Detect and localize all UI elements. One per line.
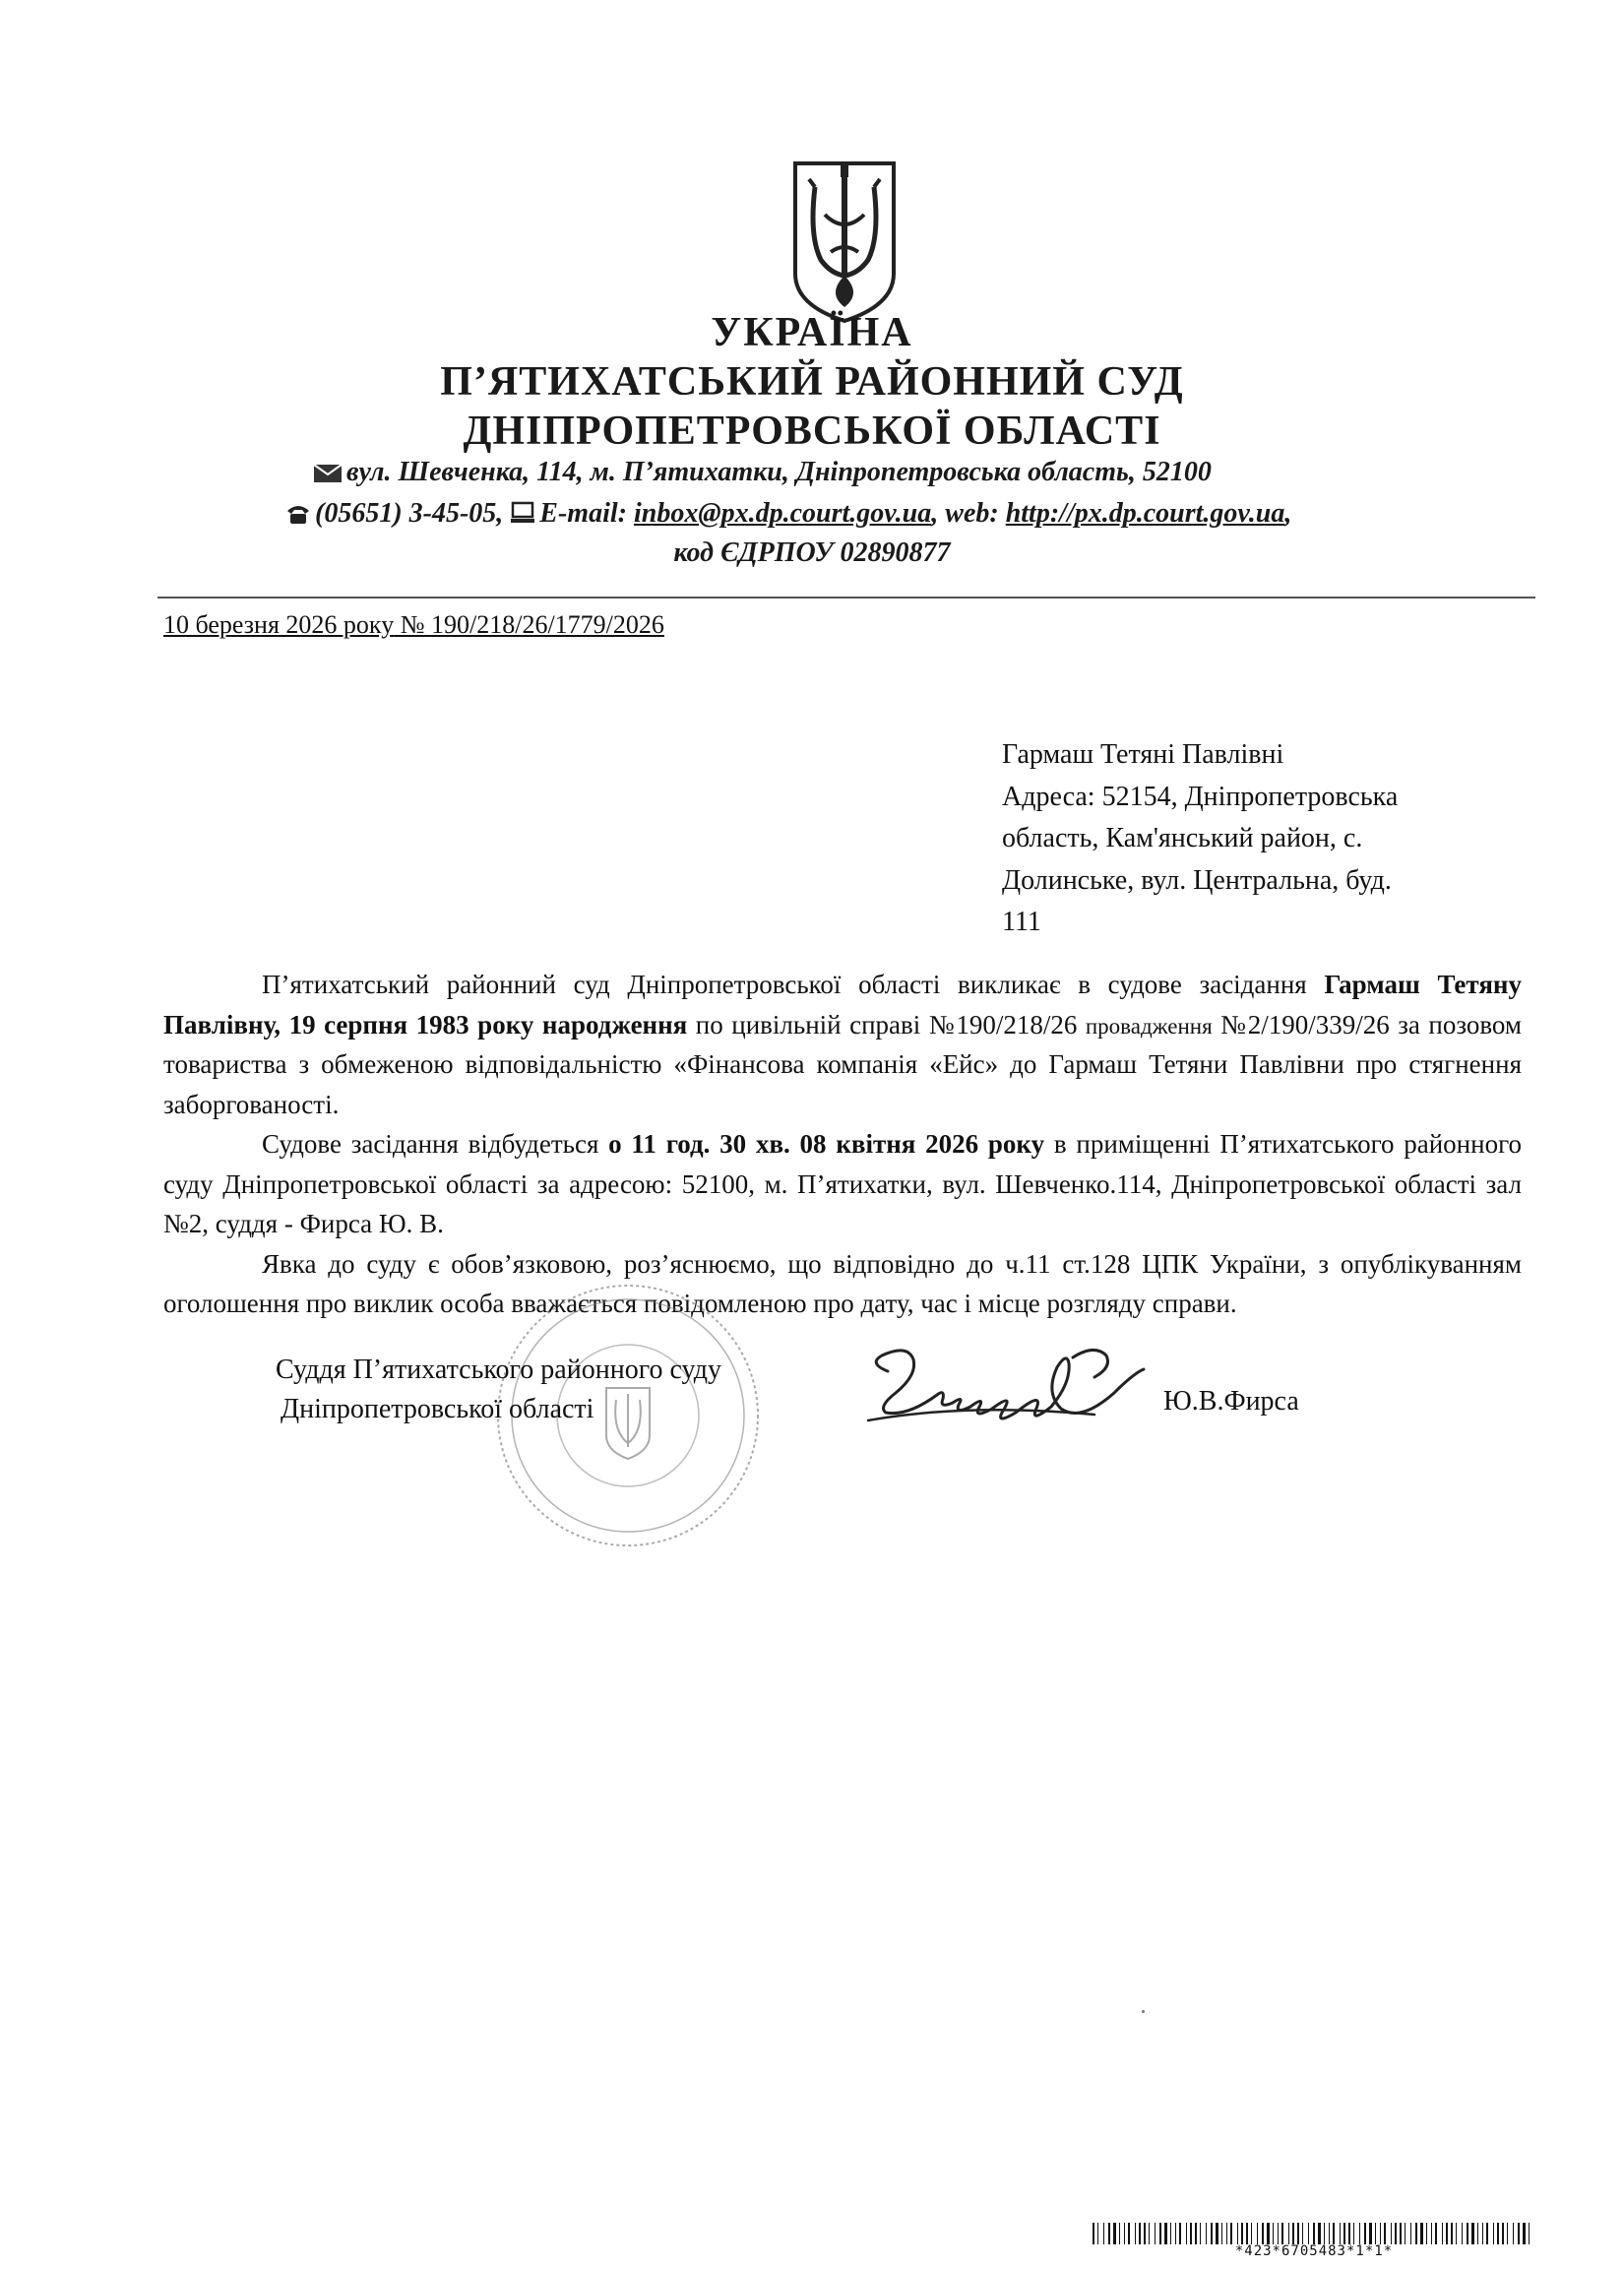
barcode-bar bbox=[1273, 2223, 1274, 2244]
barcode-bar bbox=[1369, 2223, 1372, 2244]
document-reference bbox=[163, 610, 664, 640]
text-run: провадження bbox=[1085, 1013, 1213, 1039]
recipient-line: 111 bbox=[1002, 907, 1041, 938]
barcode-bar bbox=[1124, 2223, 1125, 2244]
edrpou-code: код ЄДРПОУ 02890877 bbox=[673, 537, 951, 568]
barcode-bar bbox=[1507, 2223, 1508, 2244]
barcode-bar bbox=[1391, 2223, 1392, 2244]
barcode-bar bbox=[1302, 2223, 1303, 2244]
barcode-bar bbox=[1093, 2223, 1094, 2244]
barcode-bar bbox=[1467, 2223, 1468, 2244]
barcode-bar bbox=[1451, 2223, 1453, 2244]
defendant-name: Гармаш Тетяну Павлівну, 19 серпня 1983 року народження bbox=[163, 970, 1522, 1040]
barcode-bar bbox=[1324, 2223, 1325, 2244]
barcode-bar bbox=[1348, 2223, 1350, 2244]
barcode-bar bbox=[1159, 2223, 1161, 2244]
document-number: 190/218/26/1779/2026 bbox=[431, 610, 664, 639]
barcode-bar bbox=[1308, 2223, 1309, 2244]
barcode-bar bbox=[1340, 2223, 1341, 2244]
barcode-bar bbox=[1513, 2223, 1514, 2244]
barcode-bar bbox=[1135, 2223, 1136, 2244]
barcode-bar bbox=[1297, 2223, 1299, 2244]
text-run: №2/190/339/26 за позовом товариства з обмеженою відповідальністю «Фінансова компанія «Ейс» до Гармаш Тетяни Павлівни про стягнення заборгованості. bbox=[163, 1009, 1522, 1119]
barcode-bar bbox=[1353, 2223, 1354, 2244]
barcode-bar bbox=[1471, 2223, 1474, 2244]
barcode-bar bbox=[1144, 2223, 1146, 2244]
header-divider bbox=[157, 597, 1535, 599]
barcode-bar bbox=[1502, 2223, 1504, 2244]
email-link[interactable]: inbox@px.dp.court.gov.ua bbox=[633, 498, 932, 529]
barcode-bar bbox=[1292, 2223, 1294, 2244]
document-date: 10 березня 2026 року bbox=[163, 610, 395, 639]
barcode-bar bbox=[1384, 2223, 1386, 2244]
barcode-bar bbox=[1186, 2223, 1187, 2244]
signatory-title-line2: Дніпропетровської області bbox=[281, 1394, 594, 1424]
text-run: в приміщенні П’ятихатського районного суду Дніпропетровської області за адресою: 52100, м. П’ятихатки, вул. Шевченко.114, Дніпропетровської області зал №2, суддя - Фирса Ю. В. bbox=[163, 1129, 1522, 1238]
barcode-bar bbox=[1262, 2223, 1264, 2244]
scan-speck bbox=[1142, 2010, 1145, 2013]
barcode-bar bbox=[1482, 2223, 1483, 2244]
barcode-bar bbox=[1170, 2223, 1171, 2244]
barcode-bar bbox=[1486, 2223, 1488, 2244]
barcode-bar bbox=[1128, 2223, 1130, 2244]
summons-body bbox=[163, 965, 1522, 1324]
barcode-bar bbox=[1435, 2223, 1437, 2244]
signatory-name: Ю.В.Фирса bbox=[1163, 1386, 1299, 1417]
barcode-bar bbox=[1400, 2223, 1402, 2244]
barcode-bar bbox=[1149, 2223, 1150, 2244]
handwritten-signature bbox=[848, 1334, 1154, 1442]
header-court-name: П’ЯТИХАТСЬКИЙ РАЙОННИЙ СУД bbox=[440, 359, 1184, 405]
barcode-bar bbox=[1251, 2223, 1252, 2244]
coat-of-arms-emblem bbox=[787, 158, 902, 325]
barcode-bar bbox=[1375, 2223, 1376, 2244]
barcode-bar bbox=[1529, 2223, 1530, 2244]
phone-icon bbox=[285, 503, 311, 525]
barcode-bar bbox=[1518, 2223, 1520, 2244]
barcode-bar bbox=[1155, 2223, 1156, 2244]
barcode-bar bbox=[1237, 2223, 1238, 2244]
barcode-bar bbox=[1313, 2223, 1315, 2244]
signatory-title-line1: Суддя П’ятихатського районного суду bbox=[276, 1355, 722, 1385]
barcode-bar bbox=[1200, 2223, 1201, 2244]
envelope-icon bbox=[313, 464, 343, 483]
court-address-line bbox=[313, 457, 1212, 488]
text-run: по цивільній справі №190/218/26 bbox=[687, 1009, 1086, 1040]
computer-icon bbox=[510, 501, 535, 525]
web-link[interactable]: http://px.dp.court.gov.ua bbox=[1005, 498, 1285, 529]
barcode-bar bbox=[1179, 2223, 1181, 2244]
header-country: УКРАЇНА bbox=[711, 310, 913, 355]
recipient-line: Долинське, вул. Центральна, буд. bbox=[1002, 864, 1392, 896]
barcode-bar bbox=[1108, 2223, 1110, 2244]
court-contacts-line: (05651) 3-45-05, E-mail: inbox@px.dp.court.gov.ua, web: http://px.dp.court.gov.ua, bbox=[285, 498, 1291, 530]
barcode-bar bbox=[1288, 2223, 1289, 2244]
barcode-bar bbox=[1456, 2223, 1457, 2244]
recipient-block bbox=[1002, 734, 1514, 944]
barcode-bar bbox=[1119, 2223, 1120, 2244]
barcode-bar bbox=[1359, 2223, 1360, 2244]
barcode-bar bbox=[1462, 2223, 1463, 2244]
recipient-line: Гармаш Тетяні Павлівні bbox=[1002, 739, 1284, 770]
email-label: E-mail: bbox=[539, 498, 627, 529]
barcode-bar bbox=[1426, 2223, 1427, 2244]
paragraph-hearing bbox=[163, 1124, 1522, 1244]
barcode-bar bbox=[1364, 2223, 1366, 2244]
barcode-bar bbox=[1103, 2223, 1104, 2244]
header-region: ДНІПРОПЕТРОВСЬКОЇ ОБЛАСТІ bbox=[463, 409, 1161, 454]
barcode-bar bbox=[1493, 2223, 1494, 2244]
barcode-bar bbox=[1221, 2223, 1222, 2244]
number-sign: № bbox=[394, 610, 432, 639]
barcode-bar bbox=[1190, 2223, 1192, 2244]
court-address: вул. Шевченка, 114, м. П’ятихатки, Дніпропетровська область, 52100 bbox=[346, 457, 1212, 487]
barcode-bar bbox=[1241, 2223, 1243, 2244]
hearing-datetime: о 11 год. 30 хв. 08 квітня 2026 року bbox=[608, 1129, 1045, 1159]
paragraph-attendance: Явка до суду є обов’язковою, роз’яснюємо, що відповідно до ч.11 ст.128 ЦПК України, з опублікуванням оголошення про виклик особа вважається повідомленою про дату, час і місце розгляду справи. bbox=[163, 1248, 1522, 1318]
recipient-line: область, Кам'янський район, с. bbox=[1002, 823, 1363, 854]
paragraph-summons bbox=[163, 965, 1522, 1124]
barcode-bar bbox=[1523, 2223, 1526, 2244]
barcode-bar bbox=[1216, 2223, 1218, 2244]
barcode bbox=[1093, 2223, 1535, 2244]
barcode-bar bbox=[1415, 2223, 1417, 2244]
barcode-bar bbox=[1113, 2223, 1116, 2244]
barcode-bar bbox=[1380, 2223, 1381, 2244]
barcode-bar bbox=[1139, 2223, 1141, 2244]
barcode-bar bbox=[1442, 2223, 1443, 2244]
barcode-bar bbox=[1211, 2223, 1213, 2244]
barcode-bar bbox=[1164, 2223, 1167, 2244]
web-label: , web: bbox=[931, 498, 999, 529]
barcode-bar bbox=[1497, 2223, 1499, 2244]
barcode-bar bbox=[1230, 2223, 1232, 2244]
barcode-bar bbox=[1420, 2223, 1423, 2244]
barcode-bar bbox=[1097, 2223, 1098, 2244]
barcode-bar bbox=[1477, 2223, 1478, 2244]
barcode-bar bbox=[1267, 2223, 1270, 2244]
barcode-bar bbox=[1281, 2223, 1283, 2244]
barcode-bar bbox=[1410, 2223, 1411, 2244]
barcode-bar bbox=[1431, 2223, 1432, 2244]
barcode-bar bbox=[1206, 2223, 1207, 2244]
barcode-bar bbox=[1257, 2223, 1258, 2244]
barcode-bar bbox=[1226, 2223, 1227, 2244]
text-run: Судове засідання відбудеться bbox=[262, 1129, 609, 1159]
text-run: П’ятихатський районний суд Дніпропетровської області викликає в судове засідання bbox=[262, 970, 1325, 999]
barcode-bar bbox=[1318, 2223, 1321, 2244]
recipient-line: Адреса: 52154, Дніпропетровська bbox=[1002, 781, 1399, 812]
barcode-bar bbox=[1329, 2223, 1330, 2244]
barcode-text: *423*6705483*1*1* bbox=[1234, 2243, 1394, 2259]
barcode-bar bbox=[1175, 2223, 1176, 2244]
barcode-bar bbox=[1343, 2223, 1345, 2244]
court-phone: (05651) 3-45-05, bbox=[315, 498, 504, 529]
barcode-bar bbox=[1246, 2223, 1248, 2244]
barcode-bar bbox=[1278, 2223, 1279, 2244]
barcode-bar bbox=[1446, 2223, 1448, 2244]
barcode-bar bbox=[1395, 2223, 1397, 2244]
barcode-bar bbox=[1195, 2223, 1197, 2244]
barcode-bar bbox=[1333, 2223, 1335, 2244]
